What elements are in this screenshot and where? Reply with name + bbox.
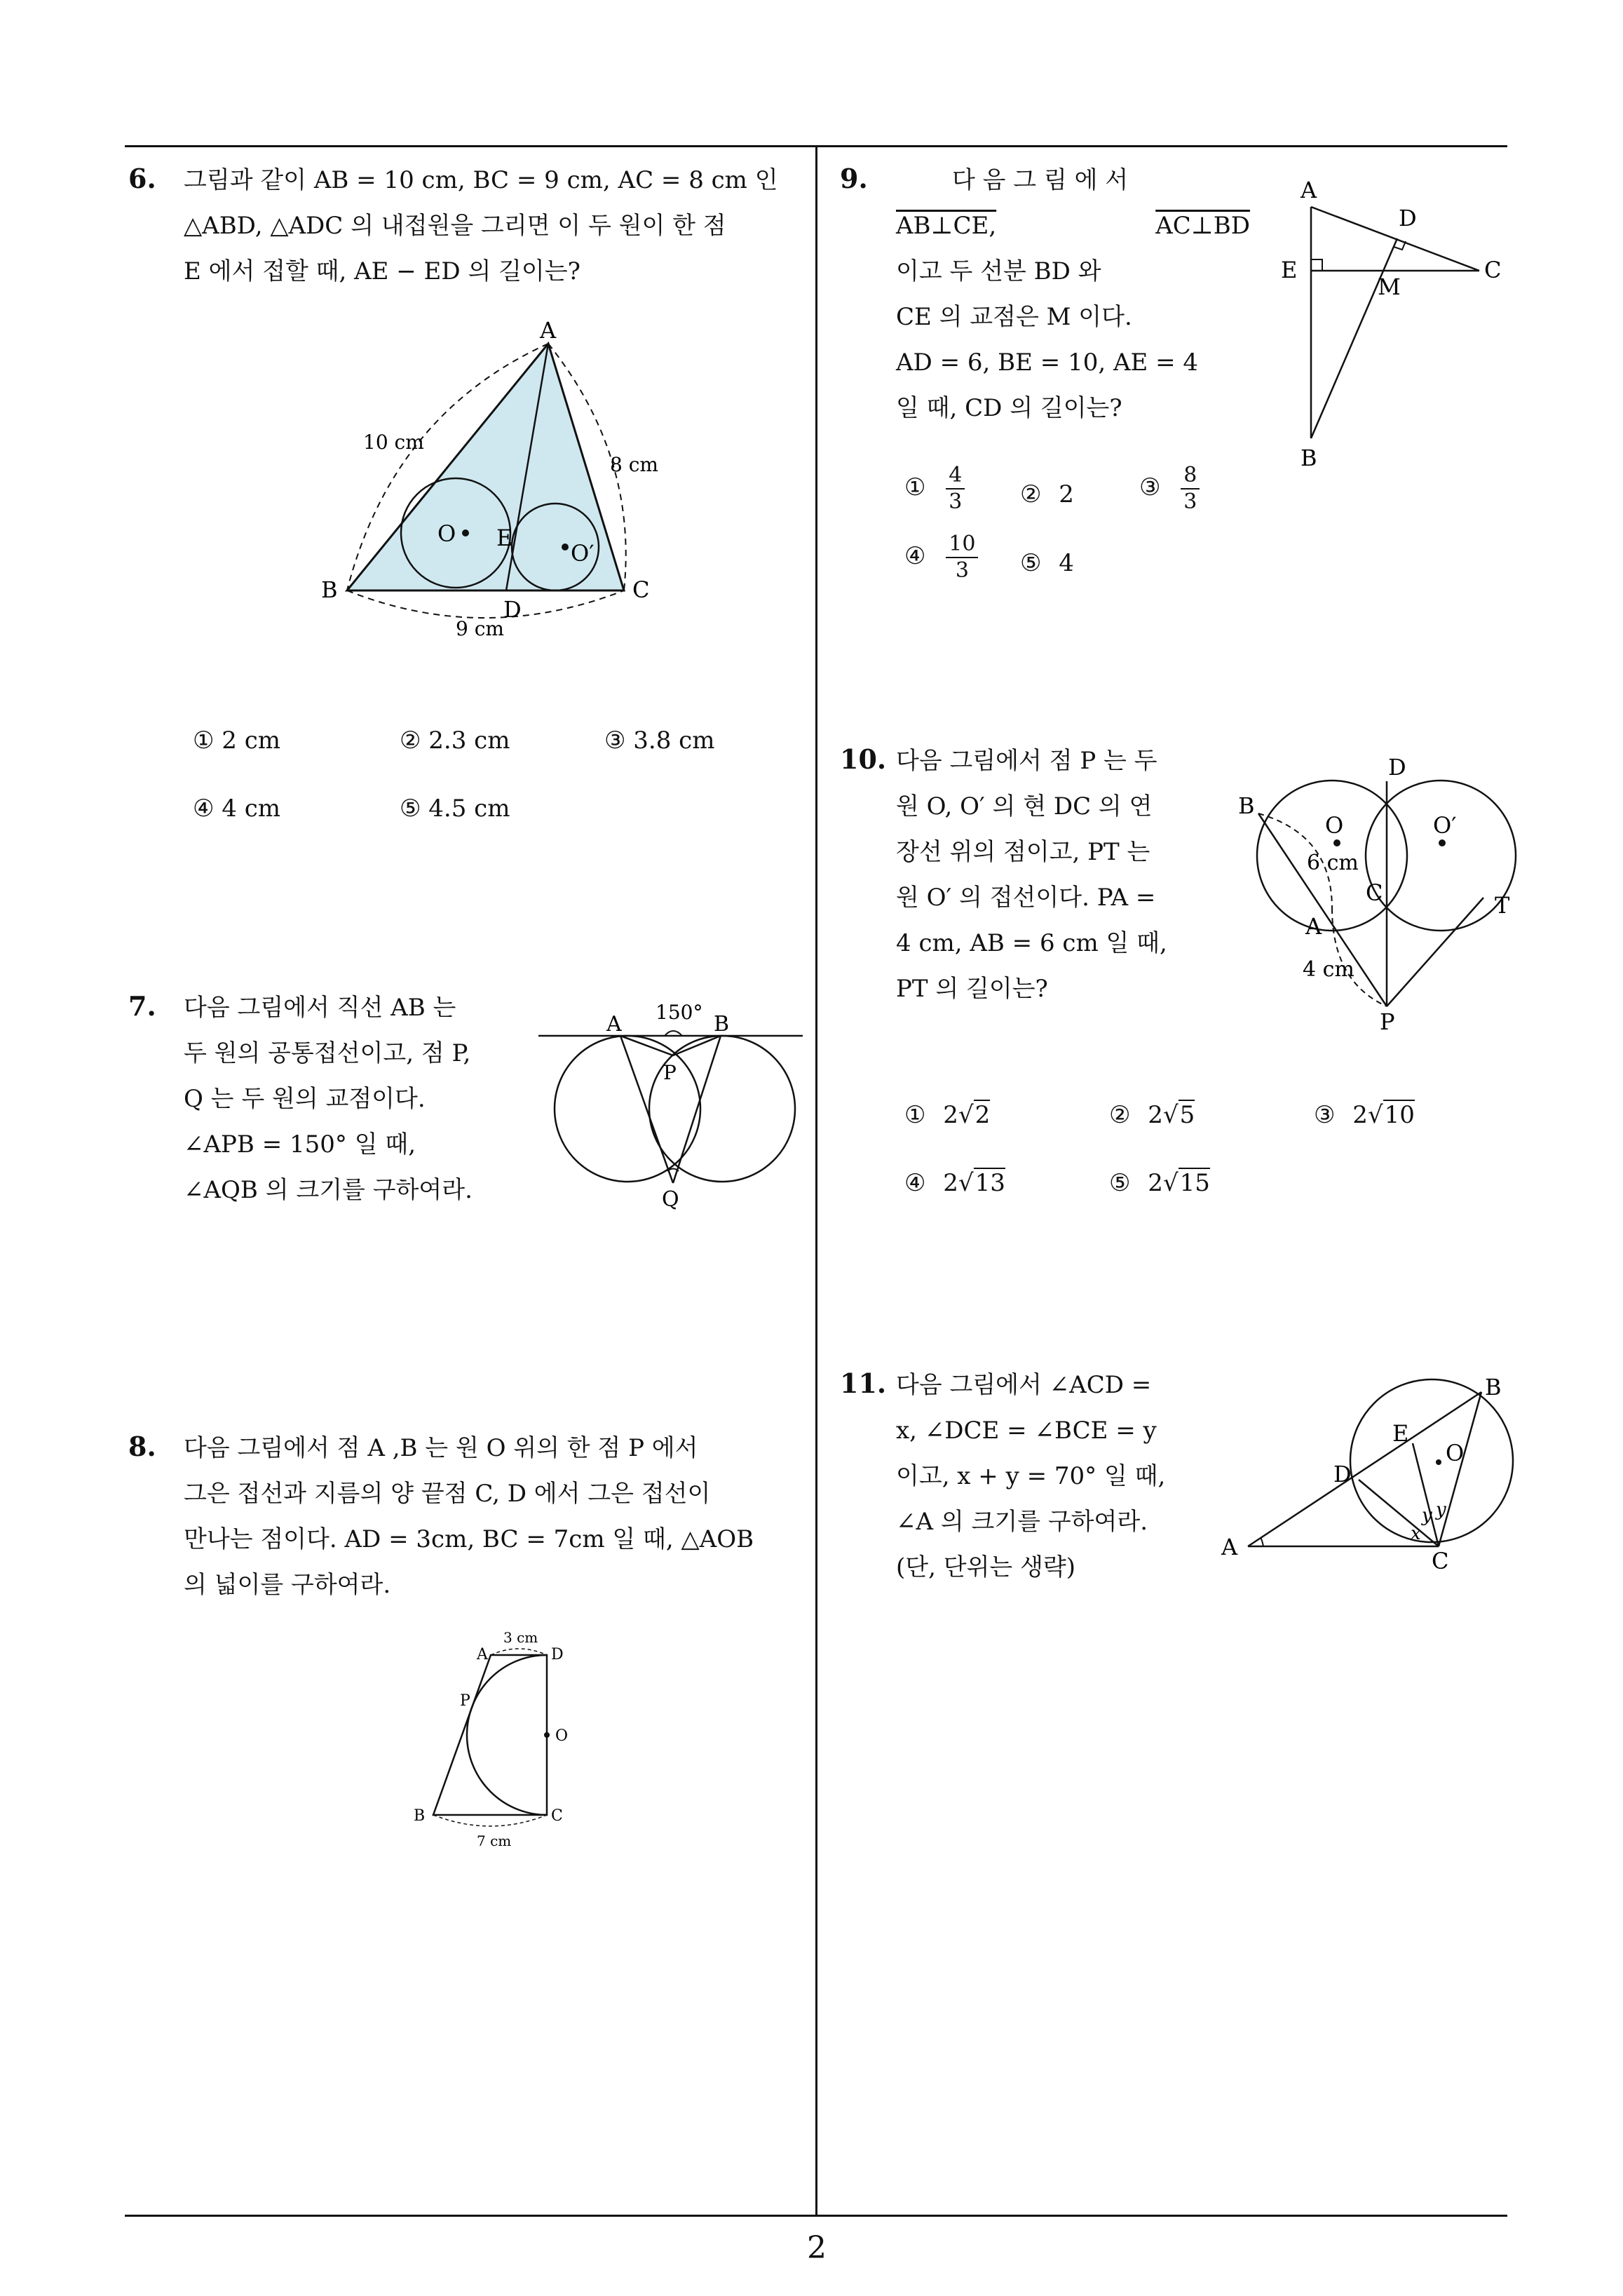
q6-text	[184, 158, 801, 295]
q11-label-d: D	[1333, 1461, 1352, 1487]
q6-center-o2	[562, 543, 569, 551]
bottom-rule	[125, 2215, 1507, 2217]
q10-choice-4-rad: 13	[975, 1169, 1005, 1197]
q10-choice-2-rad: 5	[1179, 1101, 1195, 1129]
q11-line1: 다음 그림에서 ∠ACD =	[896, 1371, 1152, 1399]
q6-label-e: E	[496, 525, 513, 551]
q10-line4: 원 O′ 의 접선이다. PA =	[896, 884, 1156, 912]
q6-number: 6.	[128, 163, 156, 194]
q9-label-b: B	[1301, 445, 1317, 471]
q6-choice-4: ④ 4 cm	[193, 795, 281, 823]
q6-line2: △ABD, △ADC 의 내접원을 그리면 이 두 원이 한 점	[184, 212, 726, 240]
q11-label-y1: y	[1422, 1505, 1432, 1526]
q10-circle-o2	[1366, 781, 1516, 931]
q9-choice-2-mark: ②	[1020, 480, 1042, 508]
q11-line2: x, ∠DCE = ∠BCE = y	[896, 1417, 1157, 1445]
q6-figure	[308, 316, 673, 652]
q11-text	[896, 1363, 1194, 1591]
q10-choice-3-sqrt: √10	[1367, 1101, 1415, 1129]
q7-line5: ∠AQB 의 크기를 구하여라.	[184, 1176, 473, 1204]
q10-choice-3-rad: 10	[1384, 1101, 1415, 1129]
q8-figure	[407, 1627, 589, 1851]
page-number: 2	[807, 2230, 827, 2266]
q11-figure	[1213, 1371, 1521, 1581]
q10-line2: 원 O, O′ 의 현 DC 의 연	[896, 792, 1153, 821]
q10-label-d: D	[1388, 754, 1406, 781]
q9-choice-2-value: 2	[1059, 480, 1074, 508]
q7-label-q: Q	[662, 1187, 679, 1210]
q7-line2: 두 원의 공통접선이고, 점 P,	[184, 1039, 471, 1067]
q11-label-b: B	[1485, 1374, 1502, 1400]
q6-label-a: A	[540, 317, 557, 344]
q10-line-pt	[1387, 898, 1483, 1006]
q10-label-pa: 4 cm	[1303, 957, 1354, 982]
q9-line2a: AB⊥CE,	[896, 212, 997, 240]
column-divider	[815, 145, 817, 2216]
q8-label-p: P	[460, 1692, 470, 1710]
q11-number: 11.	[840, 1368, 887, 1399]
q6-choice-2: ② 2.3 cm	[400, 727, 510, 755]
q10-choice-1-sqrt: √2	[958, 1101, 991, 1129]
q10-line5: 4 cm, AB = 6 cm 일 때,	[896, 929, 1167, 957]
q6-choice-1: ① 2 cm	[193, 727, 281, 755]
q10-choice-2-coef: 2	[1148, 1101, 1163, 1129]
q7-label-angle: 150°	[656, 1001, 703, 1024]
q9-choice-3-den: 3	[1183, 489, 1197, 514]
q8-line3: 만나는 점이다. AD = 3cm, BC = 7cm 일 때, △AOB	[184, 1525, 754, 1553]
q11-label-y2: y	[1436, 1499, 1446, 1520]
q10-choice-1-rad: 2	[975, 1101, 991, 1129]
q10-choice-2-mark: ②	[1109, 1101, 1131, 1129]
q10-choice-3	[1314, 1101, 1415, 1129]
q7-circle-right	[649, 1036, 795, 1182]
q9-segment-ac	[1311, 207, 1479, 271]
q9-choice-4-frac	[946, 532, 978, 583]
q7-line1: 다음 그림에서 직선 AB 는	[184, 994, 456, 1022]
q7-segment-bp	[673, 1036, 721, 1055]
q7-text	[184, 985, 513, 1213]
q9-choice-5-mark: ⑤	[1020, 549, 1042, 577]
q9-choice-1-den: 3	[949, 489, 963, 514]
q11-line4: ∠A 의 크기를 구하여라.	[896, 1508, 1148, 1536]
q9-line2	[896, 203, 1250, 249]
q9-choice-1-num: 4	[946, 463, 965, 489]
q9-line2b: AC⊥BD	[1155, 212, 1250, 240]
q8-line4: 의 넓이를 구하여라.	[184, 1571, 391, 1599]
q6-label-ab: 10 cm	[363, 431, 424, 454]
q10-choice-5-coef: 2	[1148, 1169, 1163, 1197]
q7-label-b: B	[714, 1012, 730, 1036]
q11-label-c: C	[1432, 1548, 1449, 1574]
q10-figure	[1227, 750, 1521, 1045]
q10-choice-3-mark: ③	[1314, 1101, 1336, 1129]
q9-choice-5	[1020, 549, 1074, 577]
q6-choice-3: ③ 3.8 cm	[604, 727, 715, 755]
q11-line3: 이고, x + y = 70° 일 때,	[896, 1462, 1166, 1490]
q6-label-bc: 9 cm	[456, 617, 504, 640]
q10-label-o: O	[1325, 812, 1344, 839]
q8-label-d: D	[551, 1646, 564, 1663]
q7-label-a: A	[606, 1012, 622, 1036]
q10-label-t: T	[1495, 892, 1510, 919]
q9-line6: 일 때, CD 의 길이는?	[896, 394, 1122, 422]
q10-choice-4-mark: ④	[904, 1169, 926, 1197]
q8-line2: 그은 접선과 지름의 양 끝점 C, D 에서 그은 접선이	[184, 1480, 711, 1508]
q7-line3: Q 는 두 원의 교점이다.	[184, 1085, 426, 1113]
q8-text	[184, 1426, 801, 1608]
q10-center-o	[1333, 839, 1340, 846]
q9-text	[896, 158, 1250, 431]
q8-number: 8.	[128, 1431, 156, 1462]
q8-label-a: A	[477, 1646, 488, 1663]
q9-choice-3-frac	[1181, 463, 1200, 515]
q11-line5: (단, 단위는 생략)	[896, 1553, 1076, 1581]
q10-choice-4	[904, 1169, 1005, 1197]
q6-label-ac: 8 cm	[610, 453, 658, 476]
q10-line6: PT 의 길이는?	[896, 975, 1048, 1003]
q10-choice-4-coef: 2	[943, 1169, 958, 1197]
q11-label-o: O	[1446, 1440, 1465, 1466]
q9-label-a: A	[1301, 177, 1317, 203]
q6-arc-bc	[347, 590, 624, 618]
q8-label-o: O	[555, 1727, 569, 1745]
q6-label-c: C	[632, 576, 650, 603]
q6-label-o: O	[437, 520, 456, 547]
q9-choice-4	[904, 532, 978, 583]
q10-text	[896, 738, 1194, 1012]
q8-dim-top	[491, 1649, 547, 1655]
q10-choice-5-mark: ⑤	[1109, 1169, 1131, 1197]
q7-segment-aq	[620, 1036, 673, 1183]
q9-choice-3	[1139, 463, 1200, 515]
q10-choice-1-coef: 2	[943, 1101, 958, 1129]
q7-figure	[533, 992, 813, 1210]
q10-choice-5	[1109, 1169, 1210, 1197]
q9-label-d: D	[1399, 205, 1417, 231]
q9-choice-1	[904, 463, 965, 515]
q7-line4: ∠APB = 150° 일 때,	[184, 1130, 416, 1159]
q8-label-b: B	[414, 1807, 426, 1825]
q10-choice-4-sqrt: √13	[958, 1169, 1005, 1197]
q11-center-o	[1436, 1459, 1441, 1465]
q10-line1: 다음 그림에서 점 P 는 두	[896, 747, 1157, 775]
q9-choice-3-num: 8	[1181, 463, 1200, 489]
q10-choice-3-coef: 2	[1352, 1101, 1368, 1129]
q8-label-top: 3 cm	[503, 1629, 538, 1646]
q9-line3: 이고 두 선분 BD 와	[896, 257, 1101, 285]
q10-center-o2	[1439, 839, 1446, 846]
q9-figure	[1272, 168, 1511, 484]
q9-choice-1-mark: ①	[904, 473, 926, 501]
q7-label-p: P	[663, 1061, 677, 1084]
q10-label-a: A	[1305, 913, 1322, 940]
q9-label-c: C	[1484, 257, 1502, 283]
q9-choice-2	[1020, 480, 1074, 508]
q6-line3: E 에서 접할 때, AE − ED 의 길이는?	[184, 257, 580, 285]
q9-choice-3-mark: ③	[1139, 473, 1161, 501]
q9-choice-4-mark: ④	[904, 542, 926, 570]
q6-center-o	[462, 529, 469, 536]
q9-label-m: M	[1378, 274, 1401, 300]
q10-label-c: C	[1366, 879, 1383, 906]
q10-choice-2	[1109, 1101, 1195, 1129]
q9-line5: AD = 6, BE = 10, AE = 4	[896, 349, 1199, 377]
q10-choice-5-rad: 15	[1179, 1169, 1210, 1197]
q10-label-o2: O′	[1433, 812, 1457, 839]
q8-label-c: C	[551, 1807, 563, 1825]
q9-number: 9.	[840, 163, 868, 194]
q10-label-p: P	[1380, 1008, 1395, 1035]
q6-label-b: B	[321, 576, 338, 603]
q9-choice-1-frac	[946, 463, 965, 515]
q9-choice-4-num: 10	[946, 532, 978, 558]
q9-line4: CE 의 교점은 M 이다.	[896, 303, 1132, 331]
q10-label-b: B	[1238, 792, 1255, 819]
q9-line1: 다 음 그 림 에 서	[952, 166, 1129, 194]
q11-label-e: E	[1392, 1420, 1409, 1447]
q9-choice-4-den: 3	[955, 558, 969, 583]
q8-center-o	[544, 1732, 550, 1738]
q8-line1: 다음 그림에서 점 A ,B 는 원 O 위의 한 점 P 에서	[184, 1434, 698, 1462]
q10-choice-1	[904, 1101, 990, 1129]
q9-segment-bd	[1311, 238, 1397, 438]
q10-line3: 장선 위의 점이고, PT 는	[896, 838, 1150, 866]
q6-choice-5: ⑤ 4.5 cm	[400, 795, 510, 823]
q10-choice-1-mark: ①	[904, 1101, 926, 1129]
q10-label-ab: 6 cm	[1307, 851, 1359, 875]
q7-number: 7.	[128, 990, 156, 1022]
q8-dim-bottom	[433, 1815, 547, 1826]
q8-label-bottom: 7 cm	[477, 1832, 512, 1849]
q9-right-angle-e	[1311, 259, 1322, 271]
q8-semicircle	[467, 1655, 547, 1815]
q6-label-o2: O′	[571, 540, 595, 567]
q10-number: 10.	[840, 743, 887, 775]
q10-choice-5-sqrt: √15	[1162, 1169, 1210, 1197]
q6-label-d: D	[503, 596, 522, 623]
q9-label-e: E	[1281, 257, 1298, 283]
q11-label-a: A	[1221, 1534, 1238, 1560]
q6-line1: 그림과 같이 AB = 10 cm, BC = 9 cm, AC = 8 cm 인	[184, 166, 778, 194]
q11-label-x: x	[1411, 1523, 1421, 1544]
q10-choice-2-sqrt: √5	[1162, 1101, 1195, 1129]
q11-angle-arc-a	[1261, 1538, 1263, 1546]
q9-choice-5-value: 4	[1059, 549, 1074, 577]
